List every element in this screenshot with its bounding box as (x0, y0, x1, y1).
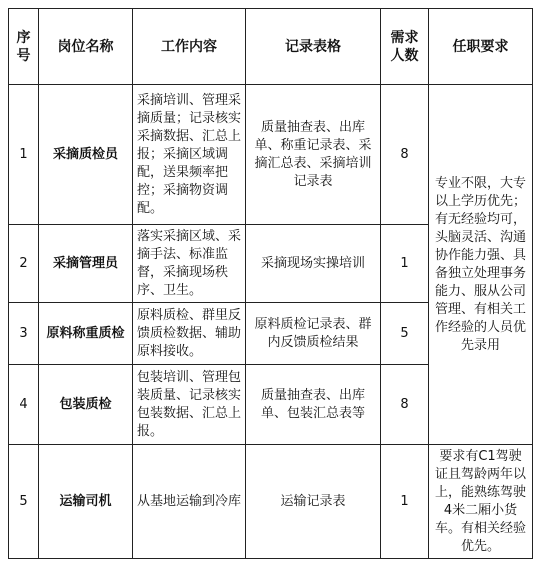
row-count: 1 (381, 445, 429, 559)
row-form: 原料质检记录表、群内反馈质检结果 (246, 303, 381, 365)
row-form: 质量抽查表、出库单、包装汇总表等 (246, 365, 381, 445)
header-content: 工作内容 (133, 9, 246, 85)
row-seq: 4 (9, 365, 39, 445)
row-content: 原料质检、群里反馈质检数据、辅助原料接收。 (133, 303, 246, 365)
row-content: 包装培训、管理包装质量、记录核实包装数据、汇总上报。 (133, 365, 246, 445)
header-position: 岗位名称 (39, 9, 133, 85)
row-position: 运输司机 (39, 445, 133, 559)
row-content: 落实采摘区域、采摘手法、标准监督，采摘现场秩序、卫生。 (133, 225, 246, 303)
row-count: 5 (381, 303, 429, 365)
row-form: 质量抽查表、出库单、称重记录表、采摘汇总表、采摘培训记录表 (246, 85, 381, 225)
row-position: 包装质检 (39, 365, 133, 445)
row-seq: 3 (9, 303, 39, 365)
row-content: 从基地运输到冷库 (133, 445, 246, 559)
requirements-shared: 专业不限，大专以上学历优先；有无经验均可，头脑灵活、沟通协作能力强、具备独立处理事务能力、服从公司管理、有相关工作经验的人员优先录用 (429, 85, 533, 445)
header-form: 记录表格 (246, 9, 381, 85)
row-seq: 5 (9, 445, 39, 559)
row-count: 1 (381, 225, 429, 303)
row-seq: 2 (9, 225, 39, 303)
row-content: 采摘培训、管理采摘质量；记录核实采摘数据、汇总上报；采摘区域调配，送果频率把控；采摘物资调配。 (133, 85, 246, 225)
table-row (9, 85, 533, 225)
requirements-driver: 要求有C1驾驶证且驾龄两年以上，能熟练驾驶4米二厢小货车。有相关经验优先。 (429, 445, 533, 559)
row-count: 8 (381, 85, 429, 225)
header-requirements: 任职要求 (429, 9, 533, 85)
row-count: 8 (381, 365, 429, 445)
header-count: 需求人数 (381, 9, 429, 85)
table-row (9, 445, 533, 559)
job-table (8, 8, 533, 559)
row-position: 采摘质检员 (39, 85, 133, 225)
row-position: 原料称重质检 (39, 303, 133, 365)
row-form: 运输记录表 (246, 445, 381, 559)
row-position: 采摘管理员 (39, 225, 133, 303)
table-header-row (9, 9, 533, 85)
row-form: 采摘现场实操培训 (246, 225, 381, 303)
row-seq: 1 (9, 85, 39, 225)
header-seq: 序号 (9, 9, 39, 85)
